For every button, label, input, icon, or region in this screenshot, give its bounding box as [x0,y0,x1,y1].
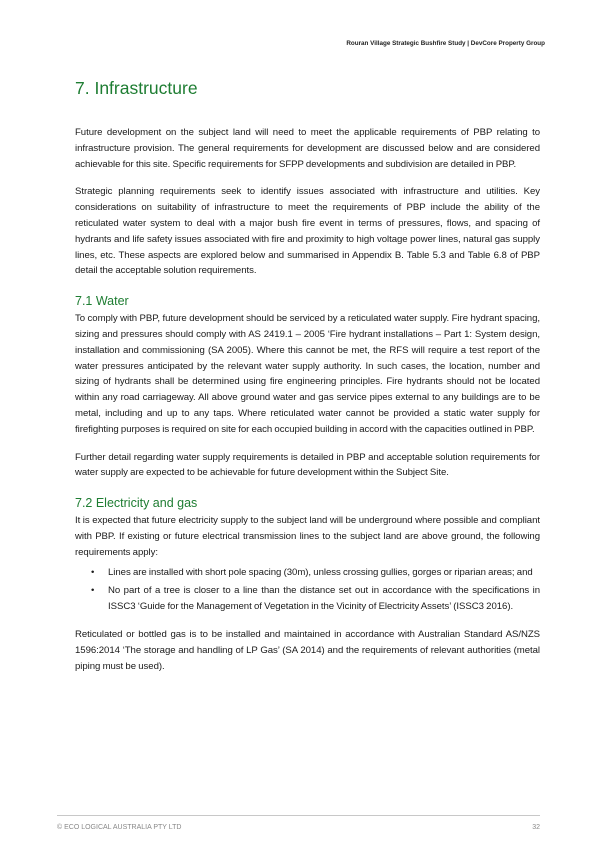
list-item [75,565,540,581]
page-number: 32 [532,824,540,831]
list-item [75,583,540,615]
list-item-text: Lines are installed with short pole spacing (30m), unless crossing gullies, gorges or riparian areas; and [108,566,533,578]
footer-divider [57,815,540,816]
list-item-text: No part of a tree is closer to a line than the distance set out in accordance with the specifications in ISSC3 ‘Guide for the Management of Vegetation in the Vicinity of Electricity Assets’ (ISSC3 2016). [108,585,540,613]
body-paragraph: To comply with PBP, future development should be serviced by a reticulated water supply. Fire hydrant spacing, sizing and pressures should comply with AS 2419.1 – 2005 ‘Fire hydrant installations – Part 1: System design, installation and commissioning (SA 2005). Where this cannot be met, the RFS will require a test report of the water pressures anticipated by the relevant water supply authority. In such cases, the location, number and sizing of hydrants shall be determined using fire engineering principles. Fire hydrants should not be located within any road carriageway. All above ground water and gas service pipes external to any buildings are to be metal, including and up to any taps. Where reticulated water cannot be provided a static water supply for firefighting purposes is required on site for each occupied building in accord with the capacities outlined in PBP. [75,313,540,435]
body-paragraph: Future development on the subject land will need to meet the applicable requirements of PBP relating to infrastructure provision. The general requirements for development are discussed below and are considered achievable for this site. Specific requirements for SFPP developments and subdivision are detailed in PBP. [75,127,540,170]
section-title: 7. Infrastructure [75,78,198,98]
body-paragraph: Reticulated or bottled gas is to be installed and maintained in accordance with Australian Standard AS/NZS 1596:2014 ‘The storage and handling of LP Gas’ (SA 2014) and the requirements of relevant authorities (metal piping must be used). [75,628,540,672]
bullet-icon: • [91,566,95,578]
subsection-title-electricity: 7.2 Electricity and gas [75,496,198,511]
page-body [75,77,540,686]
requirements-list [75,565,540,615]
body-paragraph: Strategic planning requirements seek to identify issues associated with infrastructure and utilities. Key considerations on suitability of infrastructure to meet the requirements of PBP include the ability of the reticulated water system to deal with a major bush fire event in terms of pressures, flows, and spacing of hydrants and life safety issues associated with fire and proximity to high voltage power lines, natural gas supply lines, etc. These aspects are explored below and summarised in Appendix B. Table 5.3 and Table 6.8 of PBP detail the acceptable solution requirements. [75,186,540,277]
subsection-title-water: 7.1 Water [75,294,129,309]
running-header: Rouran Village Strategic Bushfire Study | DevCore Property Group [346,40,545,47]
body-paragraph: It is expected that future electricity supply to the subject land will be underground where possible and compliant with PBP. If existing or future electrical transmission lines to the subject land are above ground, the following requirements apply: [75,515,540,558]
footer-copyright: © ECO LOGICAL AUSTRALIA PTY LTD [57,824,182,831]
body-paragraph: Further detail regarding water supply requirements is detailed in PBP and acceptable solution requirements for water supply are expected to be achievable for future development within the Subject Site. [75,451,540,479]
bullet-icon: • [91,585,95,597]
